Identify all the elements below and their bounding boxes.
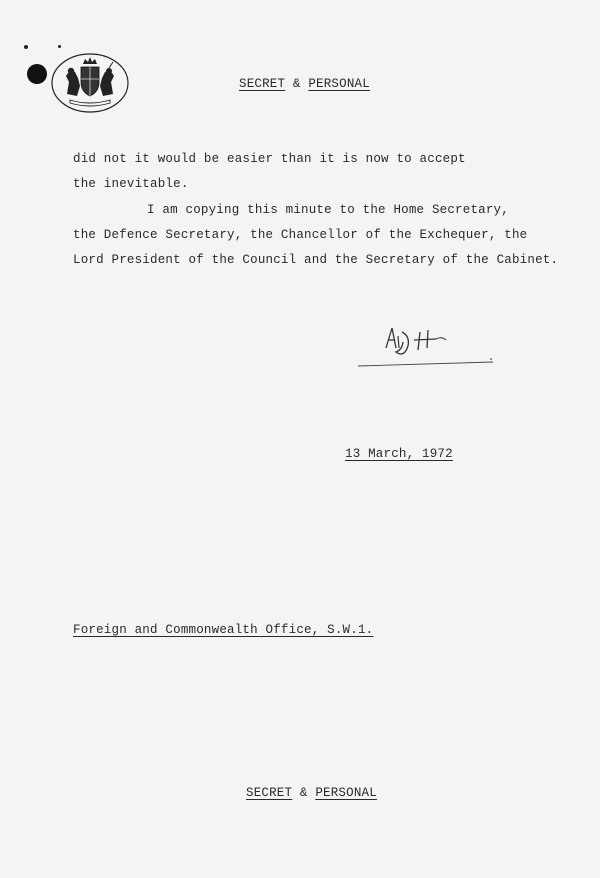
handwritten-signature [358,322,498,372]
secret-label: SECRET [239,77,286,91]
origin-office: Foreign and Commonwealth Office, S.W.1. [73,623,374,637]
body-line: the Defence Secretary, the Chancellor of the Exchequer, the [73,228,528,242]
footer-classification [246,786,377,800]
secret-label: SECRET [246,786,293,800]
body-line: Lord President of the Council and the Secretary of the Cabinet. [73,253,559,267]
ampersand: & [292,77,301,91]
body-line: I am copying this minute to the Home Secretary, [147,203,509,217]
document-date: 13 March, 1972 [345,447,453,461]
personal-label: PERSONAL [308,77,370,91]
ampersand: & [299,786,308,800]
punch-hole [27,64,47,84]
header-classification [239,77,370,91]
body-line: did not it would be easier than it is now to accept [73,152,466,166]
margin-mark-dot [58,45,61,48]
royal-crest-icon [50,52,130,114]
margin-mark-dot [24,45,28,49]
body-line: the inevitable. [73,177,189,191]
personal-label: PERSONAL [315,786,377,800]
